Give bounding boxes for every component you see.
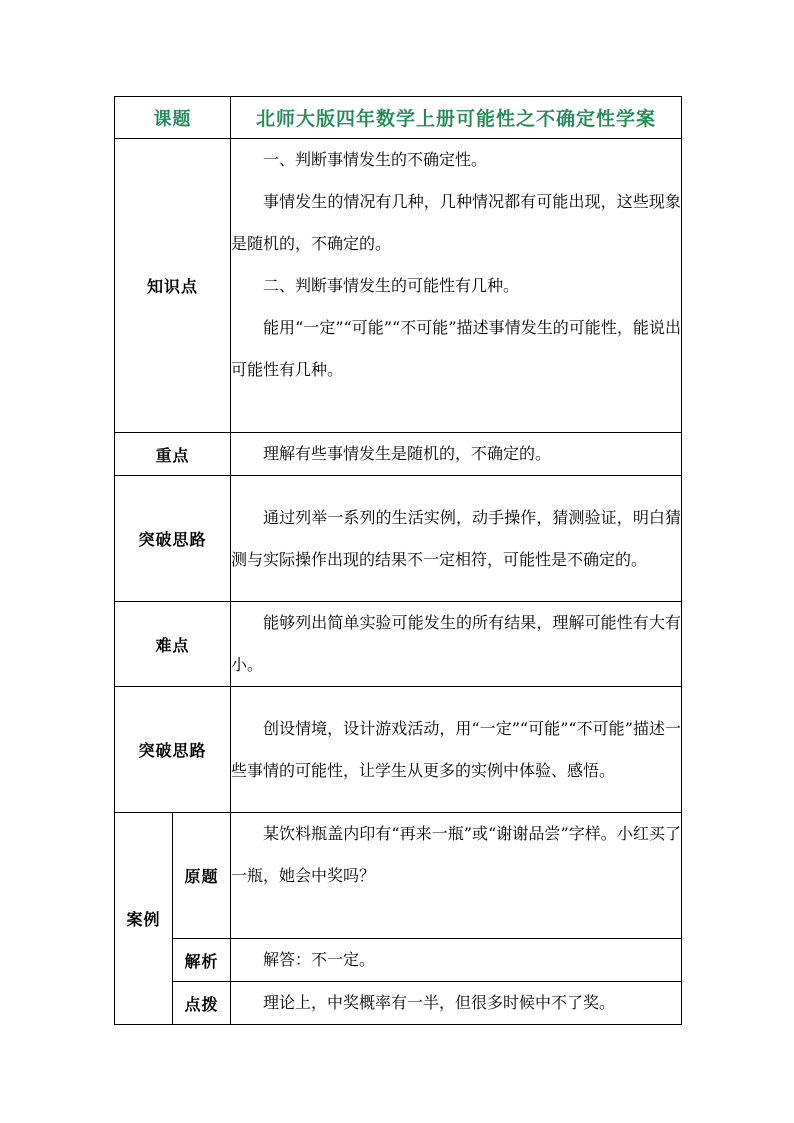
knowledge-content — [231, 139, 682, 433]
knowledge-row — [115, 139, 682, 433]
difficulty-text: 能够列出简单实验可能发生的所有结果，理解可能性有大有小。 — [231, 613, 681, 674]
approach1-row — [115, 476, 682, 602]
keypoint-content — [231, 433, 682, 476]
title-label: 课题 — [115, 97, 231, 139]
case-analysis-row — [115, 939, 682, 982]
lesson-title: 北师大版四年数学上册可能性之不确定性学案 — [231, 97, 682, 139]
knowledge-paragraph: 事情发生的情况有几种，几种情况都有可能出现，这些现象是随机的，不确定的。 — [231, 192, 681, 253]
approach2-text: 创设情境，设计游戏活动，用“一定”“可能”“不可能”描述一些事情的可能性，让学生从更多的实例中体验、感悟。 — [231, 718, 681, 780]
problem-content — [231, 813, 682, 939]
case-problem-row — [115, 813, 682, 939]
tip-label: 点拨 — [173, 982, 231, 1025]
analysis-content — [231, 939, 682, 982]
approach1-text: 通过列举一系列的生活实例，动手操作，猜测验证，明白猜测与实际操作出现的结果不一定相符，可能性是不确定的。 — [231, 507, 681, 569]
difficulty-label: 难点 — [115, 602, 231, 687]
knowledge-paragraph: 能用“一定”“可能”“不可能”描述事情发生的可能性，能说出可能性有几种。 — [231, 318, 681, 379]
lesson-plan-table — [114, 96, 682, 1025]
knowledge-paragraph: 二、判断事情发生的可能性有几种。 — [263, 276, 520, 295]
difficulty-content — [231, 602, 682, 687]
approach1-content — [231, 476, 682, 602]
approach1-label: 突破思路 — [115, 476, 231, 602]
problem-text: 某饮料瓶盖内印有“再来一瓶”或“谢谢品尝”字样。小红买了一瓶，她会中奖吗？ — [231, 824, 681, 885]
title-row — [115, 97, 682, 139]
approach2-row — [115, 687, 682, 813]
tip-content — [231, 982, 682, 1025]
tip-text: 理论上，中奖概率有一半，但很多时候中不了奖。 — [263, 993, 616, 1012]
analysis-label: 解析 — [173, 939, 231, 982]
analysis-text: 解答：不一定。 — [263, 950, 376, 969]
knowledge-paragraph: 一、判断事情发生的不确定性。 — [263, 150, 488, 169]
approach2-content — [231, 687, 682, 813]
knowledge-label: 知识点 — [115, 139, 231, 433]
keypoint-text: 理解有些事情发生是随机的，不确定的。 — [263, 444, 552, 463]
keypoint-row — [115, 433, 682, 476]
difficulty-row — [115, 602, 682, 687]
keypoint-label: 重点 — [115, 433, 231, 476]
problem-label: 原题 — [173, 813, 231, 939]
case-tip-row — [115, 982, 682, 1025]
approach2-label: 突破思路 — [115, 687, 231, 813]
case-label: 案例 — [115, 813, 173, 1025]
